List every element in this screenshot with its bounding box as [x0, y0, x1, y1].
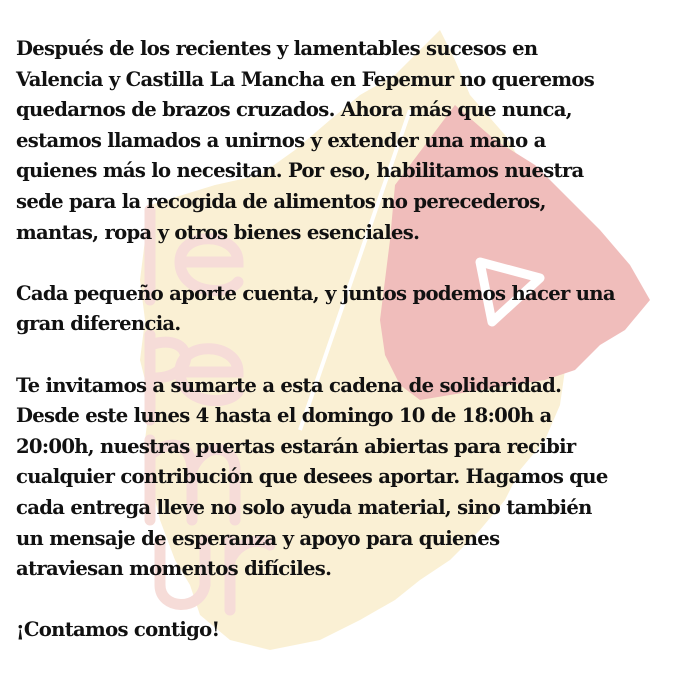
paragraph-contribution: Cada pequeño aporte cuenta, y juntos podemos hacer una gran diferencia. — [16, 281, 615, 336]
paragraph-closing: ¡Contamos contigo! — [16, 618, 220, 642]
paragraph-intro: Después de los recientes y lamentables sucesos en Valencia y Castilla La Mancha en Fepemur no queremos quedarnos de brazos cruzados. Ahora más que nunca, estamos llamados a unirnos y extender una mano a quienes más lo necesitan. Por eso, habilitamos nuestra sede para la recogida de alimentos no perecederos, mantas, ropa y otros bienes esenciales. — [16, 37, 595, 244]
announcement-text — [16, 34, 666, 646]
paragraph-invitation: Te invitamos a sumarte a esta cadena de solidaridad. Desde este lunes 4 hasta el domingo 10 de 18:00h a 20:00h, nuestras puertas estarán abiertas para recibir cualquier contribución que desees aportar. Hagamos que cada entrega lleve no solo ayuda material, sino también un mensaje de esperanza y apoyo para quienes atraviesan momentos difíciles. — [16, 373, 608, 581]
